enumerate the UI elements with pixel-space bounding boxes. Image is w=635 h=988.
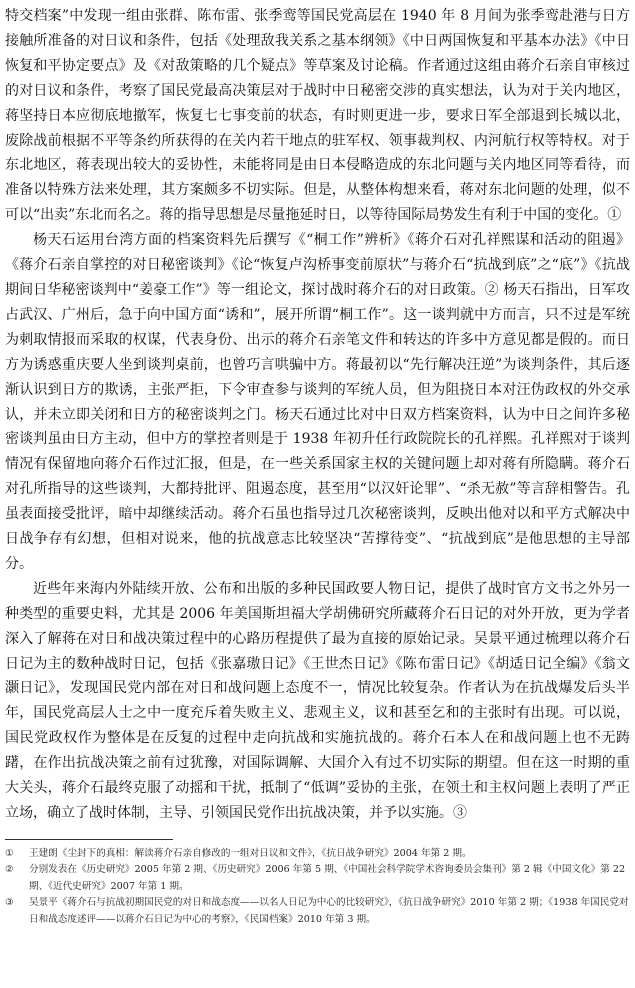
footnote-3-mark: ③ bbox=[5, 897, 14, 909]
footnotes bbox=[5, 846, 630, 929]
footnote-1-text: 王建朗《尘封下的真相：解读蒋介石亲自修改的一组对日议和文件》，《抗日战争研究》2004 年第 2 期。 bbox=[29, 847, 472, 859]
footnote-2-text: 分别发表在《历史研究》2005 年第 2 期、《历史研究》2006 年第 5 期、《中国社会科学院学术咨询委员会集刊》第 2 辑《中国文化》第 22 期、《近代史研究》2007 年第 1 期。 bbox=[29, 864, 626, 892]
footnote-divider bbox=[5, 839, 173, 840]
footnote-2-mark: ② bbox=[5, 864, 14, 876]
body-text bbox=[5, 4, 630, 826]
paragraph-1: 特交档案”中发现一组由张群、陈布雷、张季鸾等国民党高层在 1940 年 8 月间为张季鸾赴港与日方接触所准备的对日议和条件，包括《处理敌我关系之基本纲领》《中日两国恢复和平基本办法》《中日恢复和平协定要点》及《对敌策略的几个疑点》等草案及讨论稿。作者通过这组由蒋介石亲自审核过的对日议和条件，考察了国民党最高决策层对于战时中日秘密交涉的真实想法，认为对于关内地区，蒋坚持日本应彻底地撤军，恢复七七事变前的状态，有时则更进一步，要求日军全部退到长城以北，废除战前根据不平等条约所获得的在关内若干地点的驻军权、领事裁判权、内河航行权等特权。对于东北地区，蒋表现出较大的妥协性，未能将同是由日本侵略造成的东北问题与关内地区同等看待，而准备以特殊方法来处理，其方案颇多不切实际。但是，从整体构想来看，蒋对东北问题的处理，似不可以“出卖”东北而名之。蒋的指导思想是尽量拖延时日，以等待国际局势发生有利于中国的变化。① bbox=[5, 8, 630, 224]
footnote-3 bbox=[5, 895, 630, 928]
footnote-1 bbox=[5, 846, 630, 863]
paragraph-3: 近些年来海内外陆续开放、公布和出版的多种民国政要人物日记，提供了战时官方文书之外另一种类型的重要史料，尤其是 2006 年美国斯坦福大学胡佛研究所藏蒋介石日记的对外开放，更为学者深入了解蒋在对日和战决策过程中的心路历程提供了最为直接的原始记录。吴景平通过梳理以蒋介石日记为主的数种战时日记，包括《张嘉璈日记》《王世杰日记》《陈布雷日记》《胡适日记全编》《翁文灏日记》，发现国民党内部在对日和战问题上态度不一，情况比较复杂。作者认为在抗战爆发后头半年，国民党高层人士之中一度充斥着失败主义、悲观主义，议和甚至乞和的主张时有出现。可以说，国民党政权作为整体是在反复的过程中走向抗战和实施抗战的。蒋介石本人在和战问题上也不无踌躇，在作出抗战决策之前有过犹豫，对国际调解、大国介入有过不切实际的期望。但在这一时期的重大关头，蒋介石最终克服了动摇和干扰，抵制了“低调”妥协的主张，在领土和主权问题上表明了严正立场，确立了战时体制，主导、引领国民党作出抗战决策，并予以实施。③ bbox=[5, 580, 630, 821]
footnote-3-text: 吴景平《蒋介石与抗战初期国民党的对日和战态度——以名人日记为中心的比较研究》，《抗日战争研究》2010 年第 2 期；《1938 年国民党对日和战态度述评——以蒋介石日记为中心的考察》，《民国档案》2010 年第 3 期。 bbox=[29, 897, 629, 925]
paragraph-2: 杨天石运用台湾方面的档案资料先后撰写《“桐工作”辨析》《蒋介石对孔祥熙谋和活动的阻遏》《蒋介石亲自掌控的对日秘密谈判》《论“恢复卢沟桥事变前原状”与蒋介石“抗战到底”之“底”》《抗战期间日华秘密谈判中“姜豪工作”》等一组论文，探讨战时蒋介石的对日政策。② 杨天石指出，日军攻占武汉、广州后，急于向中国方面“诱和”，展开所谓“桐工作”。这一谈判就中方而言，只不过是军统为刺取情报而采取的权谋，代表身份、出示的蒋介石亲笔文件和转达的许多中方意见都是假的。而日方为诱惑重庆要人坐到谈判桌前，也曾巧言哄骗中方。蒋最初以“先行解决汪逆”为谈判条件，其后逐渐认识到日方的欺诱，主张严拒，下令审查参与谈判的军统人员，但为阻挠日本对汪伪政权的外交承认，并未立即关闭和日方的秘密谈判之门。杨天石通过比对中日双方档案资料，认为中日之间许多秘密谈判虽由日方主动，但中方的掌控者则是于 1938 年初升任行政院院长的孔祥熙。孔祥熙对于谈判情况有保留地向蒋介石作过汇报，但是，在一些关系国家主权的关键问题上却对蒋有所隐瞒。蒋介石对孔所指导的这些谈判，大都持批评、阻遏态度，甚至用“以汉奸论罪”、“杀无赦”等言辞相警告。孔虽表面接受批评，暗中却继续活动。蒋介石虽也指导过几次秘密谈判，反映出他对以和平方式解决中日战争存有幻想，但相对说来，他的抗战意志比较坚决“苦撑待变”、“抗战到底”是他思想的主导部分。 bbox=[5, 232, 630, 572]
footnote-2 bbox=[5, 862, 630, 895]
footnote-1-mark: ① bbox=[5, 847, 14, 859]
